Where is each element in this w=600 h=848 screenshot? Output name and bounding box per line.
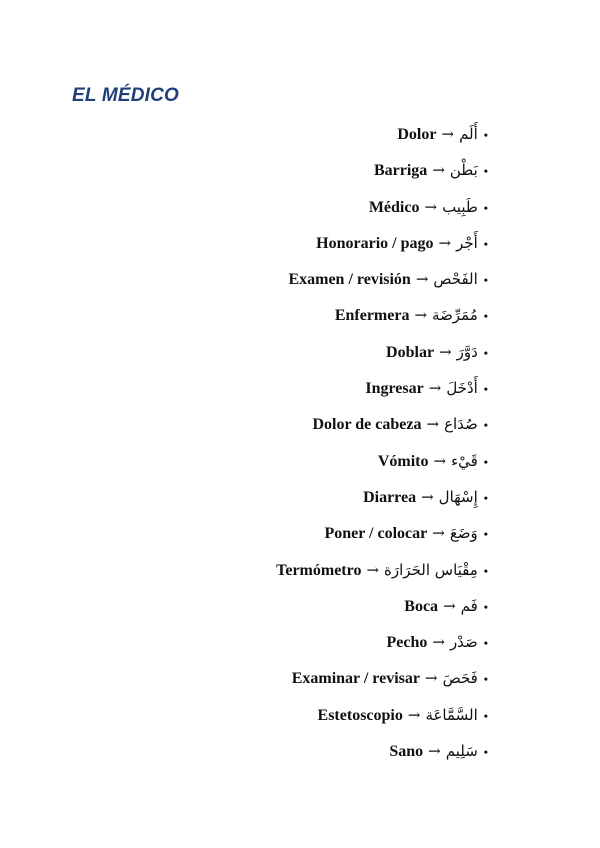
arrow-icon: → xyxy=(432,524,445,543)
bullet-icon: • xyxy=(483,418,488,433)
list-item xyxy=(276,157,488,193)
list-item xyxy=(276,411,488,447)
spanish-term: Honorario / pago xyxy=(316,234,434,252)
bullet-icon: • xyxy=(483,273,488,288)
spanish-term: Doblar xyxy=(386,343,435,361)
list-item xyxy=(276,339,488,375)
bullet-icon: • xyxy=(483,128,488,142)
arrow-icon: → xyxy=(426,415,440,434)
arabic-term: صُدَاع xyxy=(444,415,478,434)
arrow-icon: → xyxy=(432,161,445,180)
bullet-icon: • xyxy=(483,563,488,578)
list-item xyxy=(276,702,488,738)
list-item xyxy=(276,520,488,556)
arabic-term: مُمَرِّضَة xyxy=(432,306,478,325)
bullet-icon: • xyxy=(483,345,488,360)
spanish-term: Médico xyxy=(368,198,420,216)
list-item xyxy=(276,484,488,520)
spanish-term: Enfermera xyxy=(334,307,410,325)
arabic-term: فَحَصَ xyxy=(442,669,478,688)
spanish-term: Boca xyxy=(404,597,439,615)
arabic-term: سَلِيم xyxy=(445,742,478,761)
arrow-icon: → xyxy=(428,379,442,398)
spanish-term: Sano xyxy=(389,743,424,761)
arrow-icon: → xyxy=(407,705,421,724)
spanish-term: Dolor xyxy=(397,126,437,143)
arabic-term: فَم xyxy=(460,596,478,615)
page-title: EL MÉDICO xyxy=(72,85,180,106)
arrow-icon: → xyxy=(428,742,441,761)
arrow-icon: → xyxy=(414,306,428,325)
arrow-icon: → xyxy=(439,342,452,361)
arabic-term: قَيْء xyxy=(451,451,478,470)
list-item xyxy=(276,557,488,593)
arabic-term: أَلَم xyxy=(459,125,478,143)
arrow-icon: → xyxy=(441,125,455,143)
arabic-term: بَطْن xyxy=(449,161,478,180)
list-item xyxy=(276,121,488,157)
list-item xyxy=(276,266,488,302)
arrow-icon: → xyxy=(443,596,456,615)
list-item xyxy=(276,738,488,774)
list-item xyxy=(276,194,488,230)
list-item xyxy=(276,230,488,266)
spanish-term: Barriga xyxy=(373,162,428,180)
arabic-term: صَدْر xyxy=(449,633,478,652)
spanish-term: Ingresar xyxy=(365,380,424,398)
spanish-term: Diarrea xyxy=(363,488,417,506)
bullet-icon: • xyxy=(483,164,488,179)
bullet-icon: • xyxy=(483,454,488,469)
bullet-icon: • xyxy=(483,599,488,614)
bullet-icon: • xyxy=(483,708,488,723)
bullet-icon: • xyxy=(483,382,488,397)
arrow-icon: → xyxy=(438,233,452,252)
bullet-icon: • xyxy=(483,745,488,760)
bullet-icon: • xyxy=(483,490,488,505)
arrow-icon: → xyxy=(366,560,380,579)
spanish-term: Dolor de cabeza xyxy=(312,416,422,434)
list-item xyxy=(276,593,488,629)
bullet-icon: • xyxy=(483,636,488,651)
bullet-icon: • xyxy=(483,672,488,687)
list-item xyxy=(276,302,488,338)
bullet-icon: • xyxy=(483,527,488,542)
spanish-term: Pecho xyxy=(386,634,428,652)
arabic-term: دَوَّرَ xyxy=(456,342,478,361)
arabic-term: إِسْهَال xyxy=(438,487,478,506)
list-item xyxy=(276,665,488,701)
arabic-term: الفَحْص xyxy=(433,270,478,289)
arabic-term: مِقْيَاس الحَرَارَة xyxy=(384,560,478,579)
bullet-icon: • xyxy=(483,200,488,215)
list-item xyxy=(276,629,488,665)
arrow-icon: → xyxy=(421,487,434,506)
arabic-term: السَّمَّاعَة xyxy=(425,705,478,724)
arrow-icon: → xyxy=(432,633,445,652)
arrow-icon: → xyxy=(424,669,438,688)
spanish-term: Estetoscopio xyxy=(317,706,403,724)
spanish-term: Vómito xyxy=(377,452,429,470)
arrow-icon: → xyxy=(433,451,447,470)
spanish-term: Termómetro xyxy=(276,561,362,579)
bullet-icon: • xyxy=(483,309,488,324)
arabic-term: أَدْخَلَ xyxy=(446,379,478,398)
spanish-term: Examinar / revisar xyxy=(291,670,420,688)
arrow-icon: → xyxy=(415,270,429,289)
spanish-term: Poner / colocar xyxy=(324,525,428,543)
arabic-term: وَضَعَ xyxy=(449,524,478,543)
vocabulary-list xyxy=(276,121,488,774)
spanish-term: Examen / revisión xyxy=(288,271,411,289)
arabic-term: أَجْر xyxy=(456,233,478,252)
bullet-icon: • xyxy=(483,236,488,251)
arrow-icon: → xyxy=(424,197,438,216)
arabic-term: طَبِيب xyxy=(442,197,478,216)
list-item xyxy=(276,448,488,484)
list-item xyxy=(276,375,488,411)
